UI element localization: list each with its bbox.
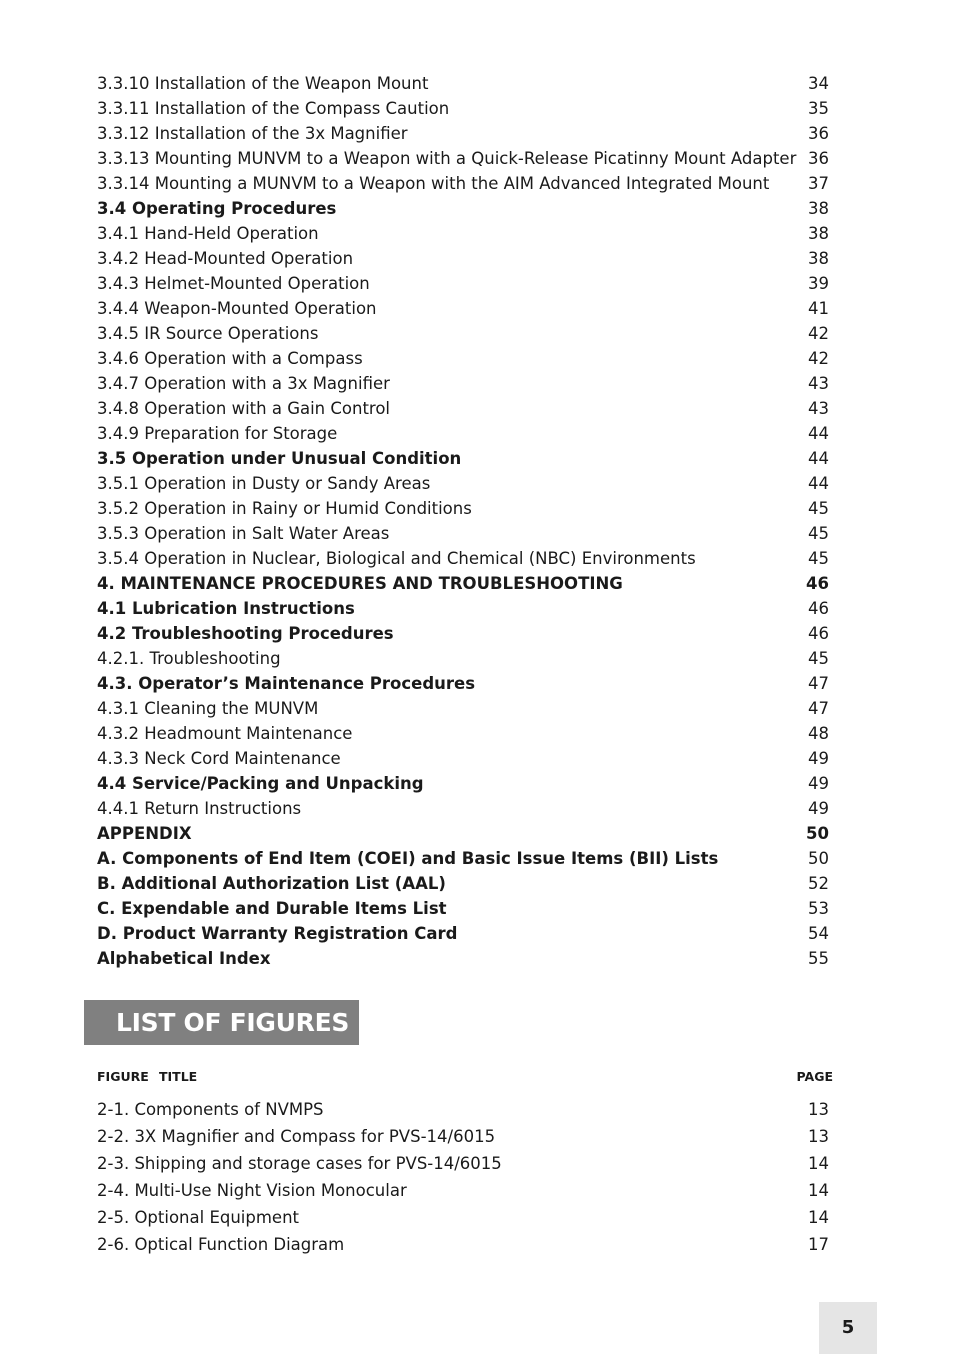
toc-entry xyxy=(97,871,829,896)
figure-entry xyxy=(97,1204,829,1231)
toc-entry-label: D. Product Warranty Registration Card xyxy=(97,924,458,943)
toc-entry-label: 3.5.2 Operation in Rainy or Humid Conditions xyxy=(97,499,472,518)
toc-entry-page: 46 xyxy=(808,599,829,618)
toc-entry-label: 3.4.5 IR Source Operations xyxy=(97,324,319,343)
toc-entry xyxy=(97,621,829,646)
toc-entry xyxy=(97,946,829,971)
figure-entry-page: 14 xyxy=(808,1181,829,1200)
toc-entry-page: 50 xyxy=(808,849,829,868)
toc-entry-page: 50 xyxy=(806,824,829,843)
toc-entry-page: 35 xyxy=(808,99,829,118)
toc-entry-label: 4. MAINTENANCE PROCEDURES AND TROUBLESHOOTING xyxy=(97,574,623,593)
toc-entry-page: 46 xyxy=(808,624,829,643)
figure-entry-label: 2-1. Components of NVMPS xyxy=(97,1100,324,1119)
toc-entry-page: 49 xyxy=(808,774,829,793)
figure-entry xyxy=(97,1096,829,1123)
toc-entry-label: 3.5.4 Operation in Nuclear, Biological and Chemical (NBC) Environments xyxy=(97,549,696,568)
table-of-contents xyxy=(97,71,829,971)
toc-entry-page: 38 xyxy=(808,199,829,218)
toc-entry xyxy=(97,771,829,796)
toc-entry-label: 3.4.1 Hand-Held Operation xyxy=(97,224,319,243)
toc-entry-page: 42 xyxy=(808,324,829,343)
toc-entry-label: 3.4.9 Preparation for Storage xyxy=(97,424,338,443)
toc-entry xyxy=(97,321,829,346)
column-header-page: PAGE xyxy=(796,1069,833,1084)
figure-entry-label: 2-5. Optional Equipment xyxy=(97,1208,300,1227)
toc-entry-label: 3.5.1 Operation in Dusty or Sandy Areas xyxy=(97,474,431,493)
toc-entry-page: 39 xyxy=(808,274,829,293)
toc-entry-page: 54 xyxy=(808,924,829,943)
toc-entry xyxy=(97,821,829,846)
toc-entry-page: 43 xyxy=(808,374,829,393)
toc-entry xyxy=(97,696,829,721)
list-of-figures-heading xyxy=(84,1000,359,1045)
toc-entry-page: 44 xyxy=(808,449,829,468)
toc-entry-label: 4.2 Troubleshooting Procedures xyxy=(97,624,394,643)
toc-entry xyxy=(97,296,829,321)
toc-entry-label: 4.3.2 Headmount Maintenance xyxy=(97,724,353,743)
toc-entry-page: 41 xyxy=(808,299,829,318)
figure-entry-label: 2-6. Optical Function Diagram xyxy=(97,1235,345,1254)
figure-entry-label: 2-4. Multi-Use Night Vision Monocular xyxy=(97,1181,407,1200)
figure-entry-page: 13 xyxy=(808,1100,829,1119)
toc-entry xyxy=(97,496,829,521)
toc-entry-page: 36 xyxy=(808,149,829,168)
toc-entry xyxy=(97,921,829,946)
toc-entry xyxy=(97,346,829,371)
toc-entry xyxy=(97,521,829,546)
toc-entry-page: 55 xyxy=(808,949,829,968)
toc-entry-label: 4.3.3 Neck Cord Maintenance xyxy=(97,749,341,768)
toc-entry-page: 45 xyxy=(808,649,829,668)
figure-entry xyxy=(97,1150,829,1177)
figure-entry-page: 13 xyxy=(808,1127,829,1146)
toc-entry xyxy=(97,471,829,496)
toc-entry xyxy=(97,596,829,621)
toc-entry-label: 4.4.1 Return Instructions xyxy=(97,799,302,818)
toc-entry xyxy=(97,96,829,121)
toc-entry-page: 45 xyxy=(808,499,829,518)
toc-entry xyxy=(97,171,829,196)
toc-entry xyxy=(97,546,829,571)
toc-entry-label: 4.1 Lubrication Instructions xyxy=(97,599,355,618)
toc-entry-page: 45 xyxy=(808,524,829,543)
page-number-badge: 5 xyxy=(819,1302,877,1354)
toc-entry xyxy=(97,746,829,771)
toc-entry-label: A. Components of End Item (COEI) and Basic Issue Items (BII) Lists xyxy=(97,849,719,868)
toc-entry-page: 49 xyxy=(808,799,829,818)
toc-entry xyxy=(97,396,829,421)
toc-entry-label: 3.4.4 Weapon-Mounted Operation xyxy=(97,299,377,318)
list-of-figures-title: LIST OF FIGURES xyxy=(116,1008,350,1037)
toc-entry-page: 36 xyxy=(808,124,829,143)
toc-entry-label: 3.3.14 Mounting a MUNVM to a Weapon with the AIM Advanced Integrated Mount xyxy=(97,174,770,193)
toc-entry xyxy=(97,271,829,296)
toc-entry xyxy=(97,246,829,271)
toc-entry-label: 3.5 Operation under Unusual Condition xyxy=(97,449,462,468)
toc-entry-label: 3.3.10 Installation of the Weapon Mount xyxy=(97,74,429,93)
list-of-figures-column-headers xyxy=(97,1069,833,1085)
toc-entry xyxy=(97,146,829,171)
column-header-figure: FIGURE xyxy=(97,1069,149,1084)
list-of-figures xyxy=(97,1096,829,1258)
figure-entry-page: 14 xyxy=(808,1154,829,1173)
toc-entry xyxy=(97,671,829,696)
figure-entry-page: 14 xyxy=(808,1208,829,1227)
toc-entry-page: 44 xyxy=(808,424,829,443)
toc-entry xyxy=(97,121,829,146)
figure-entry-label: 2-2. 3X Magnifier and Compass for PVS-14/6015 xyxy=(97,1127,496,1146)
toc-entry xyxy=(97,646,829,671)
toc-entry-page: 42 xyxy=(808,349,829,368)
toc-entry xyxy=(97,446,829,471)
toc-entry-page: 47 xyxy=(808,699,829,718)
toc-entry xyxy=(97,196,829,221)
toc-entry xyxy=(97,371,829,396)
toc-entry-page: 53 xyxy=(808,899,829,918)
toc-entry-label: 4.3.1 Cleaning the MUNVM xyxy=(97,699,319,718)
toc-entry-page: 37 xyxy=(808,174,829,193)
figure-entry xyxy=(97,1123,829,1150)
toc-entry-label: 3.3.11 Installation of the Compass Caution xyxy=(97,99,450,118)
toc-entry-label: 3.4.3 Helmet-Mounted Operation xyxy=(97,274,370,293)
toc-entry xyxy=(97,721,829,746)
figure-entry-page: 17 xyxy=(808,1235,829,1254)
figure-entry-label: 2-3. Shipping and storage cases for PVS-14/6015 xyxy=(97,1154,502,1173)
toc-entry-label: 3.3.13 Mounting MUNVM to a Weapon with a Quick-Release Picatinny Mount Adapter xyxy=(97,149,797,168)
toc-entry-label: 4.2.1. Troubleshooting xyxy=(97,649,281,668)
toc-entry xyxy=(97,846,829,871)
toc-entry-label: APPENDIX xyxy=(97,824,192,843)
toc-entry-page: 38 xyxy=(808,249,829,268)
toc-entry xyxy=(97,421,829,446)
toc-entry-label: 3.3.12 Installation of the 3x Magnifier xyxy=(97,124,408,143)
toc-entry xyxy=(97,896,829,921)
toc-entry-label: C. Expendable and Durable Items List xyxy=(97,899,447,918)
toc-entry-label: 3.4.7 Operation with a 3x Magnifier xyxy=(97,374,390,393)
toc-entry-label: 3.4.6 Operation with a Compass xyxy=(97,349,363,368)
figure-entry xyxy=(97,1177,829,1204)
toc-entry-label: 3.4.2 Head-Mounted Operation xyxy=(97,249,354,268)
toc-entry-page: 45 xyxy=(808,549,829,568)
toc-entry-page: 46 xyxy=(806,574,829,593)
toc-entry-page: 49 xyxy=(808,749,829,768)
toc-entry-page: 34 xyxy=(808,74,829,93)
toc-entry-page: 48 xyxy=(808,724,829,743)
toc-entry-page: 47 xyxy=(808,674,829,693)
column-header-title: TITLE xyxy=(159,1069,198,1084)
toc-entry-label: 3.4.8 Operation with a Gain Control xyxy=(97,399,391,418)
toc-entry xyxy=(97,796,829,821)
toc-entry-label: 3.5.3 Operation in Salt Water Areas xyxy=(97,524,390,543)
toc-entry-label: B. Additional Authorization List (AAL) xyxy=(97,874,446,893)
toc-entry-page: 52 xyxy=(808,874,829,893)
toc-entry xyxy=(97,221,829,246)
figure-entry xyxy=(97,1231,829,1258)
toc-entry-page: 44 xyxy=(808,474,829,493)
toc-entry-label: Alphabetical Index xyxy=(97,949,271,968)
toc-entry xyxy=(97,571,829,596)
toc-entry-label: 4.3. Operator’s Maintenance Procedures xyxy=(97,674,476,693)
toc-entry-page: 38 xyxy=(808,224,829,243)
toc-entry-label: 4.4 Service/Packing and Unpacking xyxy=(97,774,424,793)
toc-entry xyxy=(97,71,829,96)
toc-entry-page: 43 xyxy=(808,399,829,418)
toc-entry-label: 3.4 Operating Procedures xyxy=(97,199,337,218)
